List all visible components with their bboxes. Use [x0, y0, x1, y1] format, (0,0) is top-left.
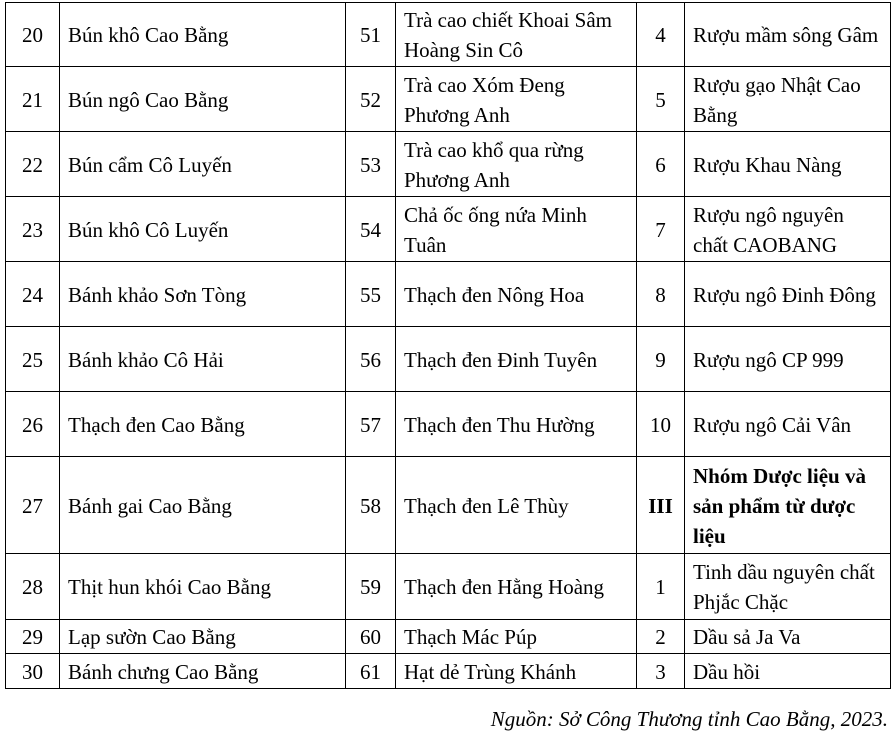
row-number: 30	[6, 654, 60, 689]
product-name: Bánh gai Cao Bằng	[60, 457, 346, 554]
product-name: Trà cao Xóm Đeng Phương Anh	[396, 67, 637, 132]
row-number: 51	[346, 3, 396, 67]
product-name: Rượu ngô CP 999	[685, 327, 891, 392]
product-name: Bún cẩm Cô Luyến	[60, 132, 346, 197]
product-name: Bún khô Cao Bằng	[60, 3, 346, 67]
table-row	[6, 327, 891, 392]
product-name: Dầu hồi	[685, 654, 891, 689]
table-row	[6, 654, 891, 689]
product-name: Bánh khảo Cô Hải	[60, 327, 346, 392]
product-name: Bún ngô Cao Bằng	[60, 67, 346, 132]
row-number: III	[637, 457, 685, 554]
row-number: 20	[6, 3, 60, 67]
row-number: 4	[637, 3, 685, 67]
product-name: Trà cao chiết Khoai Sâm Hoàng Sin Cô	[396, 3, 637, 67]
table-row	[6, 392, 891, 457]
row-number: 55	[346, 262, 396, 327]
table-row	[6, 262, 891, 327]
table-row	[6, 620, 891, 654]
row-number: 24	[6, 262, 60, 327]
product-name: Rượu ngô nguyên chất CAOBANG	[685, 197, 891, 262]
row-number: 59	[346, 554, 396, 620]
row-number: 28	[6, 554, 60, 620]
product-name: Thạch đen Thu Hường	[396, 392, 637, 457]
products-table	[5, 2, 891, 689]
row-number: 25	[6, 327, 60, 392]
row-number: 27	[6, 457, 60, 554]
product-name: Trà cao khổ qua rừng Phương Anh	[396, 132, 637, 197]
row-number: 3	[637, 654, 685, 689]
row-number: 5	[637, 67, 685, 132]
product-name: Rượu Khau Nàng	[685, 132, 891, 197]
table-row	[6, 457, 891, 554]
row-number: 9	[637, 327, 685, 392]
product-name: Thạch đen Đinh Tuyên	[396, 327, 637, 392]
row-number: 8	[637, 262, 685, 327]
product-name: Thạch đen Lê Thùy	[396, 457, 637, 554]
product-name: Thạch đen Hằng Hoàng	[396, 554, 637, 620]
product-name: Thịt hun khói Cao Bằng	[60, 554, 346, 620]
row-number: 57	[346, 392, 396, 457]
row-number: 22	[6, 132, 60, 197]
product-name: Lạp sườn Cao Bằng	[60, 620, 346, 654]
product-name: Chả ốc ống nứa Minh Tuân	[396, 197, 637, 262]
row-number: 61	[346, 654, 396, 689]
row-number: 60	[346, 620, 396, 654]
row-number: 53	[346, 132, 396, 197]
row-number: 23	[6, 197, 60, 262]
row-number: 58	[346, 457, 396, 554]
product-name: Rượu ngô Đinh Đông	[685, 262, 891, 327]
source-caption: Nguồn: Sở Công Thương tỉnh Cao Bằng, 2023.	[490, 707, 888, 731]
group-heading: Nhóm Dược liệu và sản phẩm từ dược liệu	[685, 457, 891, 554]
row-number: 21	[6, 67, 60, 132]
table-row	[6, 554, 891, 620]
product-name: Rượu gạo Nhật Cao Bằng	[685, 67, 891, 132]
product-name: Bánh chưng Cao Bằng	[60, 654, 346, 689]
product-name: Rượu mầm sông Gâm	[685, 3, 891, 67]
row-number: 6	[637, 132, 685, 197]
product-name: Tinh dầu nguyên chất Phjắc Chặc	[685, 554, 891, 620]
product-name: Hạt dẻ Trùng Khánh	[396, 654, 637, 689]
product-name: Thạch đen Nông Hoa	[396, 262, 637, 327]
row-number: 29	[6, 620, 60, 654]
product-name: Dầu sả Ja Va	[685, 620, 891, 654]
product-name: Bún khô Cô Luyến	[60, 197, 346, 262]
row-number: 2	[637, 620, 685, 654]
row-number: 26	[6, 392, 60, 457]
table-row	[6, 197, 891, 262]
row-number: 7	[637, 197, 685, 262]
product-name: Rượu ngô Cải Vân	[685, 392, 891, 457]
product-name: Thạch đen Cao Bằng	[60, 392, 346, 457]
table-row	[6, 67, 891, 132]
product-name: Thạch Mác Púp	[396, 620, 637, 654]
table-row	[6, 3, 891, 67]
row-number: 52	[346, 67, 396, 132]
row-number: 10	[637, 392, 685, 457]
row-number: 1	[637, 554, 685, 620]
table-row	[6, 132, 891, 197]
product-name: Bánh khảo Sơn Tòng	[60, 262, 346, 327]
row-number: 56	[346, 327, 396, 392]
row-number: 54	[346, 197, 396, 262]
